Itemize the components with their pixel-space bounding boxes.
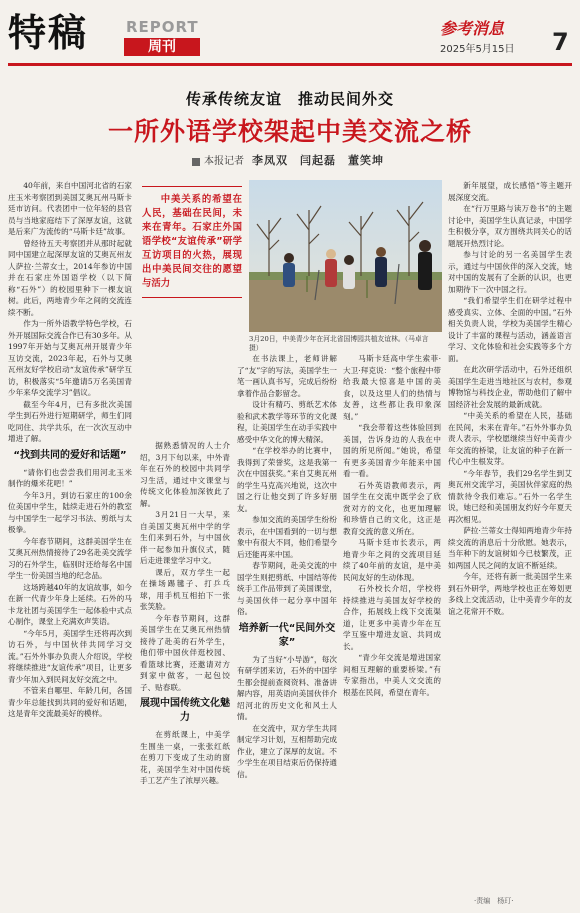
paragraph: “中美关系的希望在人民，基础在民间，未来在青年。”石外外事办负责人表示，学校愿继续当好中美青少年交流的桥梁，让友谊的种子在新一代心中生根发芽。 [448,411,572,466]
byline-square-icon [192,158,200,166]
paragraph: “青少年交流是增进国家间相互理解的重要桥梁。”有专家指出，中美人文交流的根基在民间，希望在青年。 [343,653,441,697]
paragraph: 在书法课上，老师讲解了“友”字的写法，美国学生一笔一画认真书写，完成后纷纷拿着作品合影留念。 [237,354,337,398]
article-photo [249,180,442,332]
paper-logo: 参考消息 [440,19,505,38]
paragraph: 参加交流的美国学生纷纷表示，在中国看到的一切与想象中有很大不同，他们希望今后还能再来中国。 [237,515,337,559]
pull-quote-rule-top [142,186,242,187]
byline-label: 本报记者 [204,156,244,167]
weekly-badge: 周刊 [124,38,200,56]
section-subheading: “找到共同的爱好和话题” [13,449,127,461]
report-label: REPORT [126,18,199,36]
pull-quote [142,180,242,426]
paragraph: “今年5月，美国学生还将再次到访石外，与中国伙伴共同学习交流。”石外外事办负责人介绍说，学校将继续推进“友谊传承”项目，让更多青少年加入到民间友好交流之中。 [8,628,132,684]
article-byline [192,152,384,168]
header-rule [8,63,572,66]
byline-names: 李凤双 闫起磊 董笑坤 [252,154,384,167]
paragraph: 3月21日一大早，来自美国艾奥瓦州中学的学生们来到石外，与中国伙伴一起参加升旗仪式，随后走进课堂学习中文。 [140,510,230,565]
photo-caption: 3月20日，中美青少年在河北省国博园共植友谊林。（马卓言 摄） [249,335,436,352]
paragraph: 新年展望，成长感悟“等主题开展深度交流。 [448,181,572,202]
page-number: 7 [552,28,569,56]
paragraph: 这场跨越40年的友谊故事，如今在新一代青少年身上延续。石外的马卡龙社团与美国学生一起体验中式点心制作，课堂上充满欢声笑语。 [8,582,132,626]
paragraph: 截至今年4月，已有多批次美国学生到石外进行短期研学，师生们同吃同住、共学共乐，在一次次互动中增进了解。 [8,399,132,443]
article-column-2 [140,440,230,902]
paragraph: 在剪纸课上，中美学生围坐一桌，一张张红纸在剪刀下变成了生动的窗花，美国学生对中国传统手工艺产生了浓厚兴趣。 [140,730,230,785]
paragraph: “今年春节，我们29名学生到艾奥瓦州交流学习，美国伙伴家庭的热情款待令我们难忘。”石外一名学生说，她已经和美国朋友约好今年夏天再次相见。 [448,468,572,524]
paragraph: 萨拉·兰蒂女士得知两地青少年持续交流的消息后十分欣慰。她表示，当年种下的友谊树如今已枝繁茂，正如两国人民之间的友谊不断延续。 [448,526,572,570]
section-subheading: 展现中国传统文化魅力 [140,698,230,723]
article-column-3 [237,353,337,902]
article-column-1 [8,180,132,902]
paragraph: “请你们也尝尝我们用河北玉米制作的爆米花吧！” [8,467,132,488]
paragraph: 石外校长介绍，学校将持续推进与美国友好学校的合作，拓展线上线下交流渠道，让更多中美青少年在互学互鉴中增进友谊、共同成长。 [343,584,441,651]
paragraph: “我们希望学生们在研学过程中感受真实、立体、全面的中国。”石外相关负责人说，学校为美国学生精心设计了丰富的课程与活动，涵盖语言学习、文化体验和社会实践等多个方面。 [448,296,572,363]
paragraph: 作为一所外语教学特色学校，石外开展国际交流合作已有30多年。从1997年开始与艾奥瓦州开展青少年互访交流，2023年起，石外与艾奥瓦州友好学校启动“友谊传承”研学互访，积极落实“5年邀请5万名美国青少年来华交流学习”倡议。 [8,319,132,397]
paragraph: 今年，还将有新一批美国学生来到石外研学，两地学校也正在筹划更多线上交流活动，让中美青少年的友谊之花常开不败。 [448,572,572,616]
paragraph: 春节期间，赴美交流的中国学生则把剪纸、中国结等传统手工作品带到了美国课堂，与美国伙伴一起分享中国年俗。 [237,561,337,616]
paragraph: 今年3月，到访石家庄的100余位美国中学生，陆续走进石外的教室与中国学生一起学习书法、剪纸与太极拳。 [8,490,132,534]
paragraph: 课后，双方学生一起在操场踢毽子、打乒乓球，用手机互相拍下一张张笑脸。 [140,567,230,611]
pull-quote-rule-bottom [142,297,242,298]
paragraph: 在“行万里路与读万卷书”的主题讨论中，美国学生认真记录，中国学生积极分享，双方围绕共同关心的话题展开热烈讨论。 [448,204,572,248]
article-column-4 [343,353,441,902]
issue-date: 2025年5月15日 [440,44,515,55]
article-headline: 一所外语学校架起中美交流之桥 [107,117,472,146]
article-kicker: 传承传统友谊 推动民间外交 [185,90,394,108]
masthead [0,0,580,60]
paragraph: 马斯卡廷市长表示，两地青少年之间的交流项目延续了40年前的友谊，是中美民间友好的生动体现。 [343,538,441,582]
pull-quote-text: 中美关系的希望在人民，基础在民间，未来在青年。石家庄外国语学校“友谊传承”研学互访项目的火热，展现出中美民间交往的愿望与活力 [142,194,242,289]
paragraph: 曾经待五天考察团并从那时起就同中国建立起深厚友谊的艾奥瓦州友人萨拉·兰蒂女士，2014年参访中国并在石家庄外国语学校（以下简称“石外”）的校园里种下一棵友谊树。此后，两地青少年之间的交流连续不断。 [8,238,132,317]
paragraph: 在此次研学活动中，石外还组织美国学生走进当地社区与农村，参观博物馆与科技企业，帮助他们了解中国经济社会发展的最新成就。 [448,365,572,409]
paragraph: 石外英语教师表示，两国学生在交流中既学会了欣赏对方的文化，也更加理解和珍惜自己的文化，这正是教育交流的意义所在。 [343,480,441,536]
paragraph: 不管来自哪里、年龄几何，各国青少年总能找到共同的爱好和话题，这是青年交流最美好的模样。 [8,686,132,718]
article-column-5 [448,180,572,902]
editor-credit: ·责编 杨玎· [474,897,514,905]
paragraph: 40年前，来自中国河北省的石家庄玉米考察团到美国艾奥瓦州马斯卡廷市访问。代表团中一位年轻的县官员与当地家庭结下了深厚友谊，这就是后来广为流传的“马斯卡廷”故事。 [8,181,132,236]
paragraph: 今年春节期间，这群美国学生在艾奥瓦州热情接待了赴美的石外学生，他们带中国伙伴逛校园、看篮球比赛，还邀请对方到家中做客，一起包饺子、贴春联。 [140,613,230,692]
paragraph: 在交流中，双方学生共同制定学习计划，互相帮助完成作业，建立了深厚的友谊。不少学生在项目结束后仍保持通信。 [237,723,337,779]
section-title: 特稿 [8,11,89,55]
paragraph: 设计有精巧、剪纸艺术体验和武术教学等环节的文化课程，让美国学生在动手实践中感受中华文化的博大精深。 [237,400,337,444]
paragraph: 今年春节期间，这群美国学生在艾奥瓦州热情接待了29名赴美交流学习的石外学生，临别时还给每名中国学生一份美国当地的纪念品。 [8,536,132,580]
paragraph: “在学校举办的比赛中，我得到了荣誉奖，这是我第一次在中国获奖。”来自艾奥瓦州的学生马克高兴地说，这次中国之行让他交到了许多好朋友。 [237,446,337,513]
tree-planting-photo-image [249,180,442,332]
paragraph: 马斯卡廷高中学生索菲·大卫·拜克说：“整个旅程中带给我最大惊喜是中国的美食，以及这里人们的热情与友善，这些都让我印象深刻。” [343,354,441,421]
paragraph: 据熟悉情况的人士介绍，3月下旬以来，中外青年在石外的校园中共同学习生活，通过中文课堂与传统文化体验加深彼此了解。 [140,441,230,508]
section-subheading: 培养新一代“民间外交家” [238,622,336,648]
paragraph: 参与讨论的另一名美国学生表示，通过与中国伙伴的深入交流，她对中国的发展有了全新的认识，也更加期待下一次中国之行。 [448,250,572,294]
paragraph: “我会带着这些体验回到美国，告诉身边的人我在中国的所见所闻。”她说，希望有更多美国青少年能来中国看一看。 [343,423,441,478]
paragraph: 为了当好“小导游”，每次有研学团来访，石外的中国学生都会提前查阅资料、准备讲解内容，用英语向美国伙伴介绍河北的历史文化和风土人情。 [237,654,337,721]
